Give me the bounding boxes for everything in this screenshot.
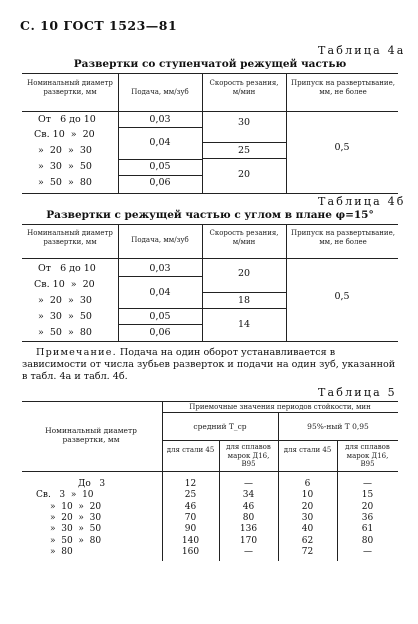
note-text: Подача на один оборот устанавливается в зависимости от числа зубьев разверток и подачи на один зуб, указанной в табл. 4а и табл. 4б. — [22, 347, 396, 382]
steel-95-value: 30 — [301, 512, 314, 523]
speed-value: 14 — [237, 319, 251, 330]
row-label: » 20 » 30 — [38, 145, 92, 156]
row-label: Св. 10 » 20 — [34, 129, 95, 140]
steel-95-value: 40 — [301, 524, 314, 535]
row-label: » 10 » 20 — [50, 501, 102, 512]
speed-value: 20 — [237, 169, 251, 180]
feed-value: 0,06 — [149, 327, 171, 338]
table-title: Развертки с режущей частью с углом в плане φ=15° — [46, 209, 374, 221]
alloy-95-value: — — [363, 479, 372, 489]
table-title: Развертки со ступенчатой режущей частью — [73, 58, 347, 70]
header-speed: Скорость резания, м/мин — [209, 79, 279, 96]
header-period-group: Приемочные значения периодов стойкости, мин — [189, 403, 371, 411]
steel-95-value: 72 — [301, 546, 314, 557]
feed-value: 0,04 — [149, 287, 171, 298]
feed-value: 0,06 — [149, 177, 171, 188]
steel-mean-value: 12 — [184, 479, 197, 489]
header-speed: Скорость резания, м/мин — [209, 229, 279, 246]
alloy-95-value: 20 — [361, 501, 374, 512]
steel-mean-value: 70 — [184, 512, 197, 523]
row-label: » 20 » 30 — [38, 295, 92, 306]
steel-mean-value: 140 — [181, 535, 200, 546]
steel-95-value: 10 — [301, 490, 314, 501]
header-alloy: для сплавов марок Д16, В95 — [345, 443, 390, 468]
row-label: » 20 » 30 — [50, 512, 102, 523]
feed-value: 0,03 — [149, 114, 171, 125]
alloy-mean-value: 136 — [239, 524, 258, 535]
alloy-mean-value: — — [244, 479, 253, 489]
speed-value: 20 — [237, 268, 251, 279]
row-label: » 50 » 80 — [38, 327, 92, 338]
page-header: С. 10 ГОСТ 1523—81 — [20, 18, 178, 33]
row-label: » 50 » 80 — [38, 177, 92, 188]
speed-value: 18 — [237, 295, 251, 306]
alloy-95-value: 36 — [361, 512, 374, 523]
row-label: » 50 » 80 — [50, 535, 102, 546]
alloy-95-value: 80 — [361, 535, 374, 546]
steel-mean-value: 90 — [184, 524, 197, 535]
row-label: » 80 — [50, 546, 73, 557]
note-paragraph — [22, 347, 400, 383]
row-label: От 6 до 10 — [38, 114, 96, 125]
note-label: Примечание. — [36, 347, 117, 358]
row-label: » 30 » 50 — [50, 524, 102, 535]
row-label: До 3 — [78, 479, 106, 489]
speed-value: 30 — [237, 117, 251, 128]
feed-value: 0,04 — [149, 137, 171, 148]
row-label: Св. 10 » 20 — [34, 279, 95, 290]
row-label: Св. 3 » 10 — [36, 490, 94, 501]
alloy-mean-value: — — [244, 546, 253, 557]
steel-95-value: 62 — [301, 535, 314, 546]
steel-95-value: 6 — [304, 479, 311, 489]
alloy-mean-value: 34 — [242, 490, 255, 501]
steel-mean-value: 25 — [184, 490, 197, 501]
feed-value: 0,05 — [149, 311, 171, 322]
header-steel: для стали 45 — [283, 446, 332, 454]
row-label: От 6 до 10 — [38, 263, 96, 274]
header-allowance: Припуск на развертывание, мм, не более — [291, 229, 395, 246]
table-number: Таблица 4а — [318, 44, 406, 57]
header-feed: Подача, мм/зуб — [131, 236, 189, 244]
allowance-value: 0,5 — [334, 291, 350, 302]
header-feed: Подача, мм/зуб — [131, 88, 189, 96]
steel-mean-value: 160 — [181, 546, 200, 557]
table-number: Таблица 5 — [318, 386, 397, 399]
alloy-mean-value: 46 — [242, 501, 255, 512]
alloy-mean-value: 170 — [239, 535, 258, 546]
alloy-mean-value: 80 — [242, 512, 255, 523]
alloy-95-value: 61 — [361, 524, 374, 535]
header-95: 95%-ный T 0,95 — [307, 422, 369, 431]
steel-95-value: 20 — [301, 501, 314, 512]
row-label: » 30 » 50 — [38, 161, 92, 172]
allowance-value: 0,5 — [334, 142, 350, 153]
header-mean: средний T_ср — [193, 422, 247, 431]
alloy-95-value: 15 — [361, 490, 374, 501]
table-number: Таблица 4б — [318, 195, 406, 208]
header-diameter: Номинальный диаметр развертки, мм — [27, 229, 113, 246]
steel-mean-value: 46 — [184, 501, 197, 512]
header-alloy: для сплавов марок Д16, В95 — [226, 443, 271, 468]
header-allowance: Припуск на развертывание, мм, не более — [291, 79, 395, 96]
header-steel: для стали 45 — [166, 446, 215, 454]
row-label: » 30 » 50 — [38, 311, 92, 322]
header-diameter: Номинальный диаметр развертки, мм — [45, 426, 137, 444]
speed-value: 25 — [237, 145, 251, 156]
alloy-95-value: — — [363, 546, 372, 557]
header-diameter: Номинальный диаметр развертки, мм — [27, 79, 113, 96]
feed-value: 0,03 — [149, 263, 171, 274]
feed-value: 0,05 — [149, 161, 171, 172]
